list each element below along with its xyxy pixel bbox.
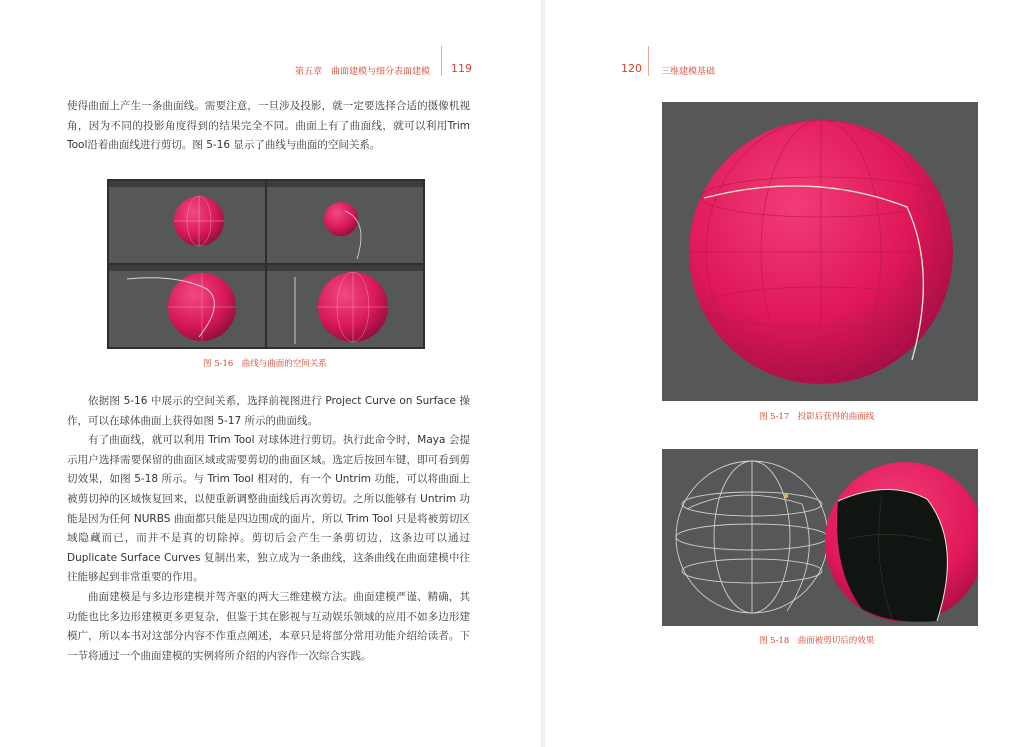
right-header-divider [648, 46, 649, 76]
figure-5-16 [107, 179, 425, 349]
left-header-chapter: 第五章 曲面建模与细分表面建模 [294, 67, 430, 77]
left-page-number: 119 [451, 62, 472, 75]
paragraph-1-block [67, 97, 470, 156]
figure-5-18-caption: 图 5-18 曲面被剪切后的效果 [759, 636, 875, 646]
figure-5-17 [662, 102, 978, 401]
left-header-divider [441, 46, 442, 76]
paragraph-3: 有了曲面线，就可以利用 Trim Tool 对球体进行剪切。执行此命令时，Maya 会提示用户选择需要保留的曲面区域或需要剪切的曲面区域。选定后按回车键，即可看到剪切效果，如图 5-18 所示。与 Trim Tool 相对的，有一个 Untrim 功能，可以将曲面上被剪切掉的区域恢复回来，以便重新调整曲面线后再次剪切。之所以能够有 Untrim 功能是因为任何 NURBS 曲面都只能是四边围成的面片，所以 Trim Tool 只是将被剪切区域隐藏而已，而并不是真的切除掉。剪切后会产生一条剪切边，这条边可以通过Duplicate Surface Curves 复制出来，独立成为一条曲线，这条曲线在曲面建模中往往能够起到非常重要的作用。 [67, 434, 470, 584]
right-header-book: 三维建模基础 [661, 67, 716, 77]
right-page-number: 120 [621, 62, 642, 75]
figure-5-16-caption: 图 5-16 曲线与曲面的空间关系 [203, 359, 327, 369]
paragraph-1: 使得曲面上产生一条曲面线。需要注意，一旦涉及投影，就一定要选择合适的摄像机视角，因为不同的投影角度得到的结果完全不同。曲面上有了曲面线，就可以利用Trim Tool沿着曲面线进行剪切。图 5-16 显示了曲线与曲面的空间关系。 [67, 100, 470, 152]
right-page [545, 0, 1028, 747]
figure-5-17-caption: 图 5-17 投影后获得的曲面线 [759, 412, 875, 422]
paragraph-2: 依据图 5-16 中展示的空间关系，选择前视图进行 Project Curve on Surface 操作，可以在球体曲面上获得如图 5-17 所示的曲面线。 [67, 395, 470, 427]
paragraph-4: 曲面建模是与多边形建模并驾齐驱的两大三维建模方法。曲面建模严谨、精确，其功能也比多边形建模更多更复杂，但鉴于其在影视与互动娱乐领域的应用不如多边形建模广，所以本书对这部分内容不作重点阐述，本章只是将部分常用功能介绍给读者。下一节将通过一个曲面建模的实例将所介绍的内容作一次综合实践。 [67, 590, 470, 662]
paragraphs-2-4-block [67, 392, 470, 666]
figure-5-18 [662, 449, 978, 626]
